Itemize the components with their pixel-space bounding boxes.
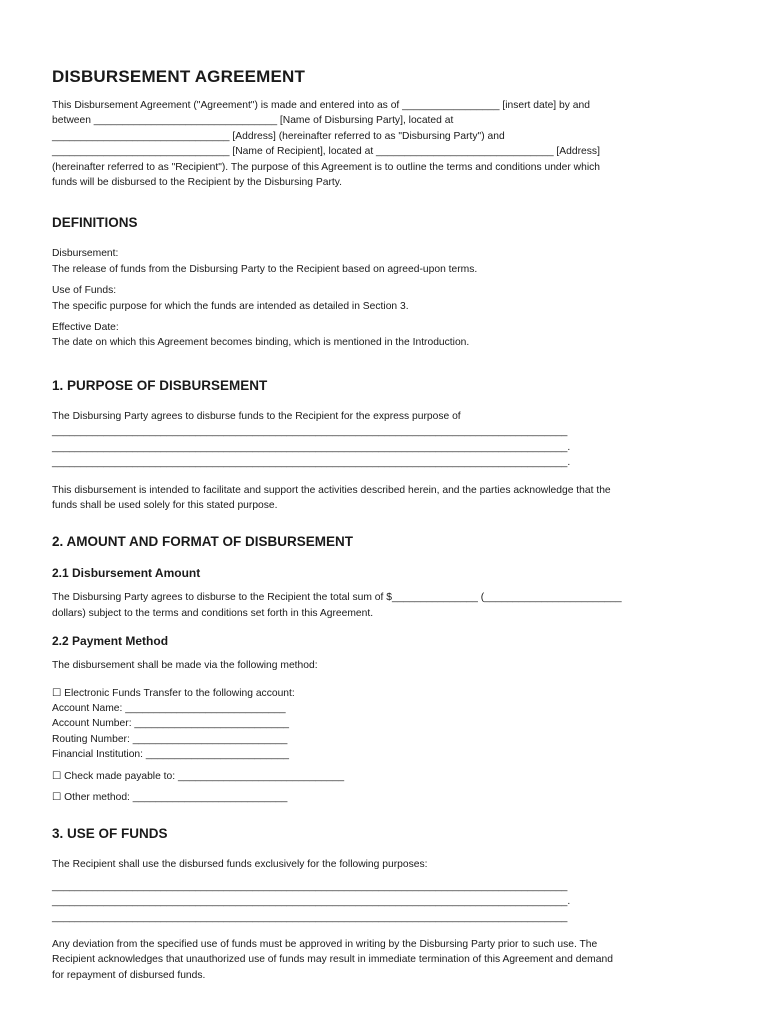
definition-text: The date on which this Agreement becomes binding, which is mentioned in the Introduction. xyxy=(52,337,470,349)
intro-line: This Disbursement Agreement ("Agreement") is made and entered into as of _________________ [insert date] by and xyxy=(52,100,590,111)
use-of-funds-lead: The Recipient shall use the disbursed funds exclusively for the following purposes: xyxy=(52,859,428,871)
amount-format-heading: 2. AMOUNT AND FORMAT OF DISBURSEMENT xyxy=(52,534,353,550)
amount-format-section xyxy=(52,533,702,805)
routing-number-field: Routing Number: ___________________________ xyxy=(52,733,288,745)
amount-line: The Disbursing Party agrees to disburse to the Recipient the total sum of $_______________ (________________________ xyxy=(52,592,622,604)
intro-line: _______________________________ [Name of Recipient], located at _______________________________ [Address] xyxy=(52,146,600,158)
document-page xyxy=(52,66,702,983)
purpose-blank-lines xyxy=(52,424,702,470)
blank-line: __________________________________________________________________________________________ xyxy=(52,880,568,892)
amount-line: dollars) subject to the terms and conditions set forth in this Agreement. xyxy=(52,607,374,619)
intro-line: (hereinafter referred to as "Recipient"). The purpose of this Agreement is to outline the terms and conditions under which xyxy=(52,161,601,173)
amount-subheading: 2.1 Disbursement Amount xyxy=(52,566,201,581)
definitions-section xyxy=(52,214,702,350)
account-number-field: Account Number: ___________________________ xyxy=(52,718,290,730)
blank-line: __________________________________________________________________________________________ xyxy=(52,426,568,438)
definition-item xyxy=(52,320,702,351)
purpose-lead: The Disbursing Party agrees to disburse funds to the Recipient for the express purpose of xyxy=(52,410,461,422)
definition-term: Use of Funds: xyxy=(52,285,117,297)
blank-line: __________________________________________________________________________________________. xyxy=(52,896,571,908)
definition-item xyxy=(52,246,702,277)
use-of-funds-closing-line: Recipient acknowledges that unauthorized use of funds may result in immediate termination of this Agreement and demand xyxy=(52,954,613,966)
definition-text: The specific purpose for which the funds are intended as detailed in Section 3. xyxy=(52,300,409,312)
payment-method-subheading: 2.2 Payment Method xyxy=(52,634,169,649)
definition-text: The release of funds from the Disbursing Party to the Recipient based on agreed-upon terms. xyxy=(52,263,478,275)
definition-term: Effective Date: xyxy=(52,322,119,334)
intro-line: _______________________________ [Address] (hereinafter referred to as "Disbursing Party") and xyxy=(52,130,505,142)
document-title: DISBURSEMENT AGREEMENT xyxy=(52,67,306,86)
blank-line: __________________________________________________________________________________________ xyxy=(52,911,568,923)
use-of-funds-blank-lines xyxy=(52,879,702,925)
use-of-funds-closing-line: Any deviation from the specified use of funds must be approved in writing by the Disbursing Party prior to such use. The xyxy=(52,939,598,950)
blank-line: __________________________________________________________________________________________. xyxy=(52,441,571,453)
payment-method-lead: The disbursement shall be made via the following method: xyxy=(52,660,318,672)
definition-item xyxy=(52,283,702,314)
other-method-option: ☐ Other method: ___________________________ xyxy=(52,791,288,803)
intro-paragraph xyxy=(52,98,702,190)
intro-line: funds will be disbursed to the Recipient by the Disbursing Party. xyxy=(52,177,342,189)
blank-line: __________________________________________________________________________________________. xyxy=(52,457,571,469)
purpose-closing-line: funds shall be used solely for this stated purpose. xyxy=(52,499,278,511)
purpose-closing-line: This disbursement is intended to facilitate and support the activities described herein, and the parties acknowledge that the xyxy=(52,484,611,496)
check-option: ☐ Check made payable to: _____________________________ xyxy=(52,770,345,782)
definitions-heading: DEFINITIONS xyxy=(52,215,138,231)
purpose-heading: 1. PURPOSE OF DISBURSEMENT xyxy=(52,377,268,393)
eft-option xyxy=(52,686,702,763)
eft-checkbox-label: ☐ Electronic Funds Transfer to the following account: xyxy=(52,687,295,699)
account-name-field: Account Name: ____________________________ xyxy=(52,702,286,714)
intro-line: between ________________________________ [Name of Disbursing Party], located at xyxy=(52,115,454,127)
purpose-section xyxy=(52,377,702,513)
definition-term: Disbursement: xyxy=(52,248,119,260)
use-of-funds-heading: 3. USE OF FUNDS xyxy=(52,826,168,842)
use-of-funds-section xyxy=(52,825,702,983)
financial-institution-field: Financial Institution: _________________________ xyxy=(52,749,290,761)
use-of-funds-closing-line: for repayment of disbursed funds. xyxy=(52,969,206,981)
